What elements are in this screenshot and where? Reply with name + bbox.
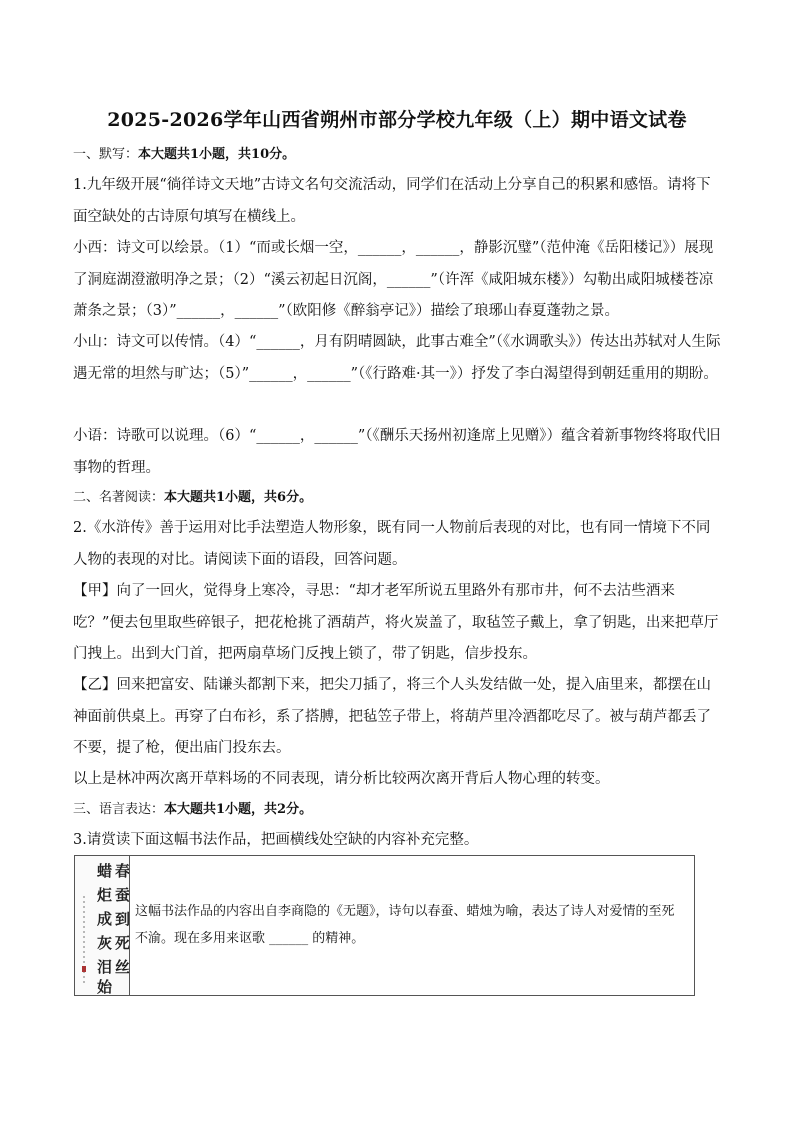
calligraphy-char: 成 [97,910,113,928]
calligraphy-char: 蚕 [115,886,129,904]
section-2-desc: 本大题共1小题，共6分。 [164,490,313,505]
page-title: 2025-2026学年山西省朔州市部分学校九年级（上）期中语文试卷 [107,109,687,131]
section-3-header [73,801,723,818]
calligraphy-box [74,855,695,996]
section-2-header [73,489,723,506]
q3-intro: 3.请赏读下面这幅书法作品，把画横线处空缺的内容补充完整。 [73,832,479,848]
calligraphy-image [75,856,130,995]
section-1-header [73,146,723,163]
section-2-label: 二、名著阅读： [73,490,165,505]
q2-question: 以上是林冲两次离开草料场的不同表现，请分析比较两次离开背后人物心理的转变。 [73,771,610,787]
q2-passage-yi: 【乙】回来把富安、陆谦头都割下来，把尖刀插了，将三个人头发结做一处，提入庙里来，都摆在山神面前供桌上。再穿了白布衫，系了搭膊，把毡笠子带上，将葫芦里冷酒都吃尽了。被与葫芦都丢了不要，提了枪，便出庙门投东去。 [73,677,711,756]
calligraphy-char: 灰 [97,934,113,952]
q1-intro: 1.九年级开展“徜徉诗文天地”古诗文名句交流活动，同学们在活动上分享自己的积累和感悟。请将下面空缺处的古诗原句填写在横线上。 [73,177,711,225]
q1-xiaoxi: 小西：诗文可以绘景。（1）“而或长烟一空，______，______，静影沉璧”（范仲淹《岳阳楼记》）展现了洞庭湖澄澈明净之景；（2）“溪云初起日沉阁，______”（许浑《咸阳城东楼》）勾勒出咸阳城楼苍凉萧条之景；（3）”______，______”（欧阳修《醉翁亭记》）描绘了琅琊山春夏蓬勃之景。 [73,240,714,319]
calligraphy-char: 泪 [97,958,113,976]
q2-intro: 2.《水浒传》善于运用对比手法塑造人物形象，既有同一人物前后表现的对比，也有同一情境下不同人物的表现的对比。请阅读下面的语段，回答问题。 [73,520,711,568]
calligraphy-description: 这幅书法作品的内容出自李商隐的《无题》，诗句以春蚕、蜡烛为喻，表达了诗人对爱情的至死不渝。现在多用来讴歌 ______ 的精神。 [135,904,675,946]
calligraphy-char: 到 [115,910,129,928]
calligraphy-char: 炬 [97,886,113,904]
calligraphy-char: 始 [97,978,113,995]
q1-xiaoyu: 小语：诗歌可以说理。（6）“______，______”（《酬乐天扬州初逢席上见赠》）蕴含着新事物终将取代旧事物的哲理。 [73,428,721,476]
calligraphy-seal [82,966,86,972]
q2-passage-jia: 【甲】向了一回火，觉得身上寒冷，寻思：“却才老军所说五里路外有那市井，何不去沽些酒来吃？”便去包里取些碎银子，把花枪挑了酒葫芦，将火炭盖了，取毡笠子戴上，拿了钥匙，出来把草厅门拽上。出到大门首，把两扇草场门反拽上锁了，带了钥匙，信步投东。 [73,583,719,662]
calligraphy-char: 死 [115,934,129,952]
section-1-desc: 本大题共1小题，共10分。 [138,147,296,162]
calligraphy-char: 蜡 [97,862,113,880]
calligraphy-artwork [75,856,129,995]
q1-xiaoshan: 小山：诗文可以传情。（4）“______，月有阴晴圆缺，此事古难全”（《水调歌头》）传达出苏轼对人生际遇无常的坦然与旷达；（5）”______，______”（《行路难·其一》）抒发了李白渴望得到朝廷重用的期盼。 [73,334,721,382]
calligraphy-char: 春 [115,862,129,880]
section-1-label: 一、默写： [73,147,139,162]
calligraphy-char: 丝 [115,958,129,976]
section-3-label: 三、语言表达： [73,802,165,817]
section-3-desc: 本大题共1小题，共2分。 [164,802,313,817]
